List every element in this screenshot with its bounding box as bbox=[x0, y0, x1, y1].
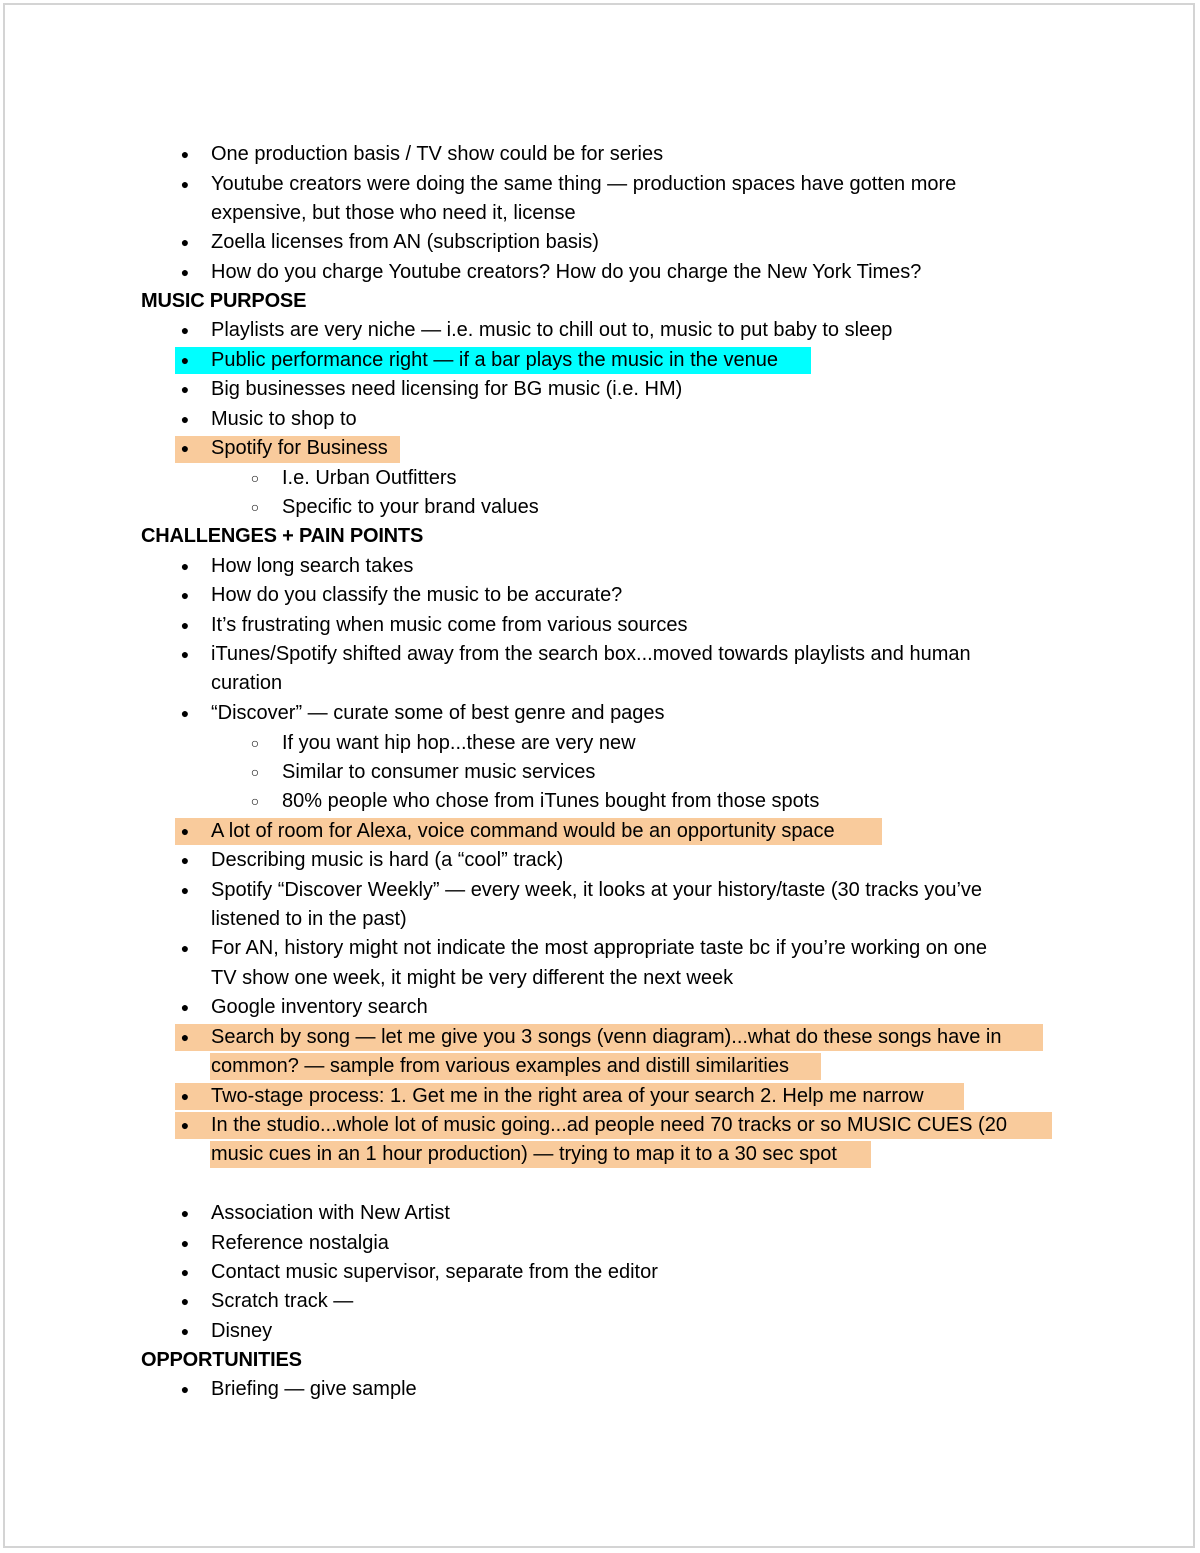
list-item: Reference nostalgia bbox=[211, 1232, 389, 1254]
bullet-icon: ● bbox=[180, 558, 190, 574]
bullet-icon: ● bbox=[180, 940, 190, 956]
list-item: Briefing — give sample bbox=[211, 1378, 417, 1400]
list-item-highlighted: A lot of room for Alexa, voice command would be an opportunity space bbox=[211, 820, 835, 842]
list-item-highlighted: Public performance right — if a bar plays the music in the venue bbox=[211, 349, 778, 371]
list-item: Describing music is hard (a “cool” track) bbox=[211, 849, 564, 871]
list-item-continuation: listened to in the past) bbox=[211, 908, 407, 930]
list-item-continuation: expensive, but those who need it, license bbox=[211, 202, 576, 224]
bullet-icon: ● bbox=[180, 1117, 190, 1133]
list-item-highlighted: Search by song — let me give you 3 songs (venn diagram)...what do these songs have in bbox=[211, 1026, 1002, 1048]
bullet-icon: ● bbox=[180, 1323, 190, 1339]
section-heading-challenges: CHALLENGES + PAIN POINTS bbox=[141, 525, 424, 547]
bullet-icon: ● bbox=[180, 264, 190, 280]
list-item-highlighted: Two-stage process: 1. Get me in the right area of your search 2. Help me narrow bbox=[211, 1085, 924, 1107]
sub-list-item: 80% people who chose from iTunes bought from those spots bbox=[282, 790, 820, 812]
bullet-icon: ● bbox=[180, 705, 190, 721]
bullet-icon: ● bbox=[180, 322, 190, 338]
list-item: How do you classify the music to be accurate? bbox=[211, 584, 623, 606]
sub-bullet-icon: ○ bbox=[250, 735, 260, 751]
section-heading-music-purpose: MUSIC PURPOSE bbox=[141, 290, 307, 312]
bullet-icon: ● bbox=[180, 440, 190, 456]
bullet-icon: ● bbox=[180, 381, 190, 397]
bullet-icon: ● bbox=[180, 411, 190, 427]
list-item: It’s frustrating when music come from various sources bbox=[211, 614, 688, 636]
bullet-icon: ● bbox=[180, 999, 190, 1015]
list-item: Playlists are very niche — i.e. music to chill out to, music to put baby to sleep bbox=[211, 319, 893, 341]
list-item: How do you charge Youtube creators? How do you charge the New York Times? bbox=[211, 261, 922, 283]
bullet-icon: ● bbox=[180, 882, 190, 898]
list-item-highlighted: Spotify for Business bbox=[211, 437, 388, 459]
list-item: iTunes/Spotify shifted away from the search box...moved towards playlists and human bbox=[211, 643, 971, 665]
list-item: “Discover” — curate some of best genre and pages bbox=[211, 702, 665, 724]
sub-list-item: If you want hip hop...these are very new bbox=[282, 732, 636, 754]
list-item: Association with New Artist bbox=[211, 1202, 450, 1224]
bullet-icon: ● bbox=[180, 617, 190, 633]
list-item: How long search takes bbox=[211, 555, 414, 577]
list-item-continuation: common? — sample from various examples and distill similarities bbox=[211, 1055, 789, 1077]
list-item: Contact music supervisor, separate from the editor bbox=[211, 1261, 658, 1283]
list-item: For AN, history might not indicate the most appropriate taste bc if you’re working on one bbox=[211, 937, 987, 959]
bullet-icon: ● bbox=[180, 1029, 190, 1045]
list-item: Big businesses need licensing for BG music (i.e. HM) bbox=[211, 378, 683, 400]
list-item: One production basis / TV show could be for series bbox=[211, 143, 664, 165]
sub-bullet-icon: ○ bbox=[250, 764, 260, 780]
sub-list-item: Similar to consumer music services bbox=[282, 761, 596, 783]
list-item-highlighted: In the studio...whole lot of music going...ad people need 70 tracks or so MUSIC CUES (20 bbox=[211, 1114, 1007, 1136]
bullet-icon: ● bbox=[180, 1235, 190, 1251]
list-item-continuation: music cues in an 1 hour production) — trying to map it to a 30 sec spot bbox=[211, 1143, 837, 1165]
bullet-icon: ● bbox=[180, 646, 190, 662]
sub-bullet-icon: ○ bbox=[250, 793, 260, 809]
bullet-icon: ● bbox=[180, 234, 190, 250]
section-heading-opportunities: OPPORTUNITIES bbox=[141, 1349, 302, 1371]
list-item-continuation: curation bbox=[211, 672, 283, 694]
bullet-icon: ● bbox=[180, 1381, 190, 1397]
list-item: Music to shop to bbox=[211, 408, 357, 430]
list-item: Spotify “Discover Weekly” — every week, it looks at your history/taste (30 tracks you’ve bbox=[211, 879, 983, 901]
list-item-continuation: TV show one week, it might be very different the next week bbox=[211, 967, 734, 989]
bullet-icon: ● bbox=[180, 1088, 190, 1104]
sub-bullet-icon: ○ bbox=[250, 499, 260, 515]
bullet-icon: ● bbox=[180, 352, 190, 368]
bullet-icon: ● bbox=[180, 852, 190, 868]
list-item: Youtube creators were doing the same thing — production spaces have gotten more bbox=[211, 173, 957, 195]
bullet-icon: ● bbox=[180, 176, 190, 192]
bullet-icon: ● bbox=[180, 1264, 190, 1280]
bullet-icon: ● bbox=[180, 587, 190, 603]
bullet-icon: ● bbox=[180, 823, 190, 839]
bullet-icon: ● bbox=[180, 146, 190, 162]
bullet-icon: ● bbox=[180, 1293, 190, 1309]
list-item: Zoella licenses from AN (subscription basis) bbox=[211, 231, 599, 253]
list-item: Disney bbox=[211, 1320, 273, 1342]
sub-list-item: Specific to your brand values bbox=[282, 496, 539, 518]
sub-list-item: I.e. Urban Outfitters bbox=[282, 467, 457, 489]
list-item: Scratch track — bbox=[211, 1290, 354, 1312]
bullet-icon: ● bbox=[180, 1205, 190, 1221]
sub-bullet-icon: ○ bbox=[250, 470, 260, 486]
list-item: Google inventory search bbox=[211, 996, 428, 1018]
